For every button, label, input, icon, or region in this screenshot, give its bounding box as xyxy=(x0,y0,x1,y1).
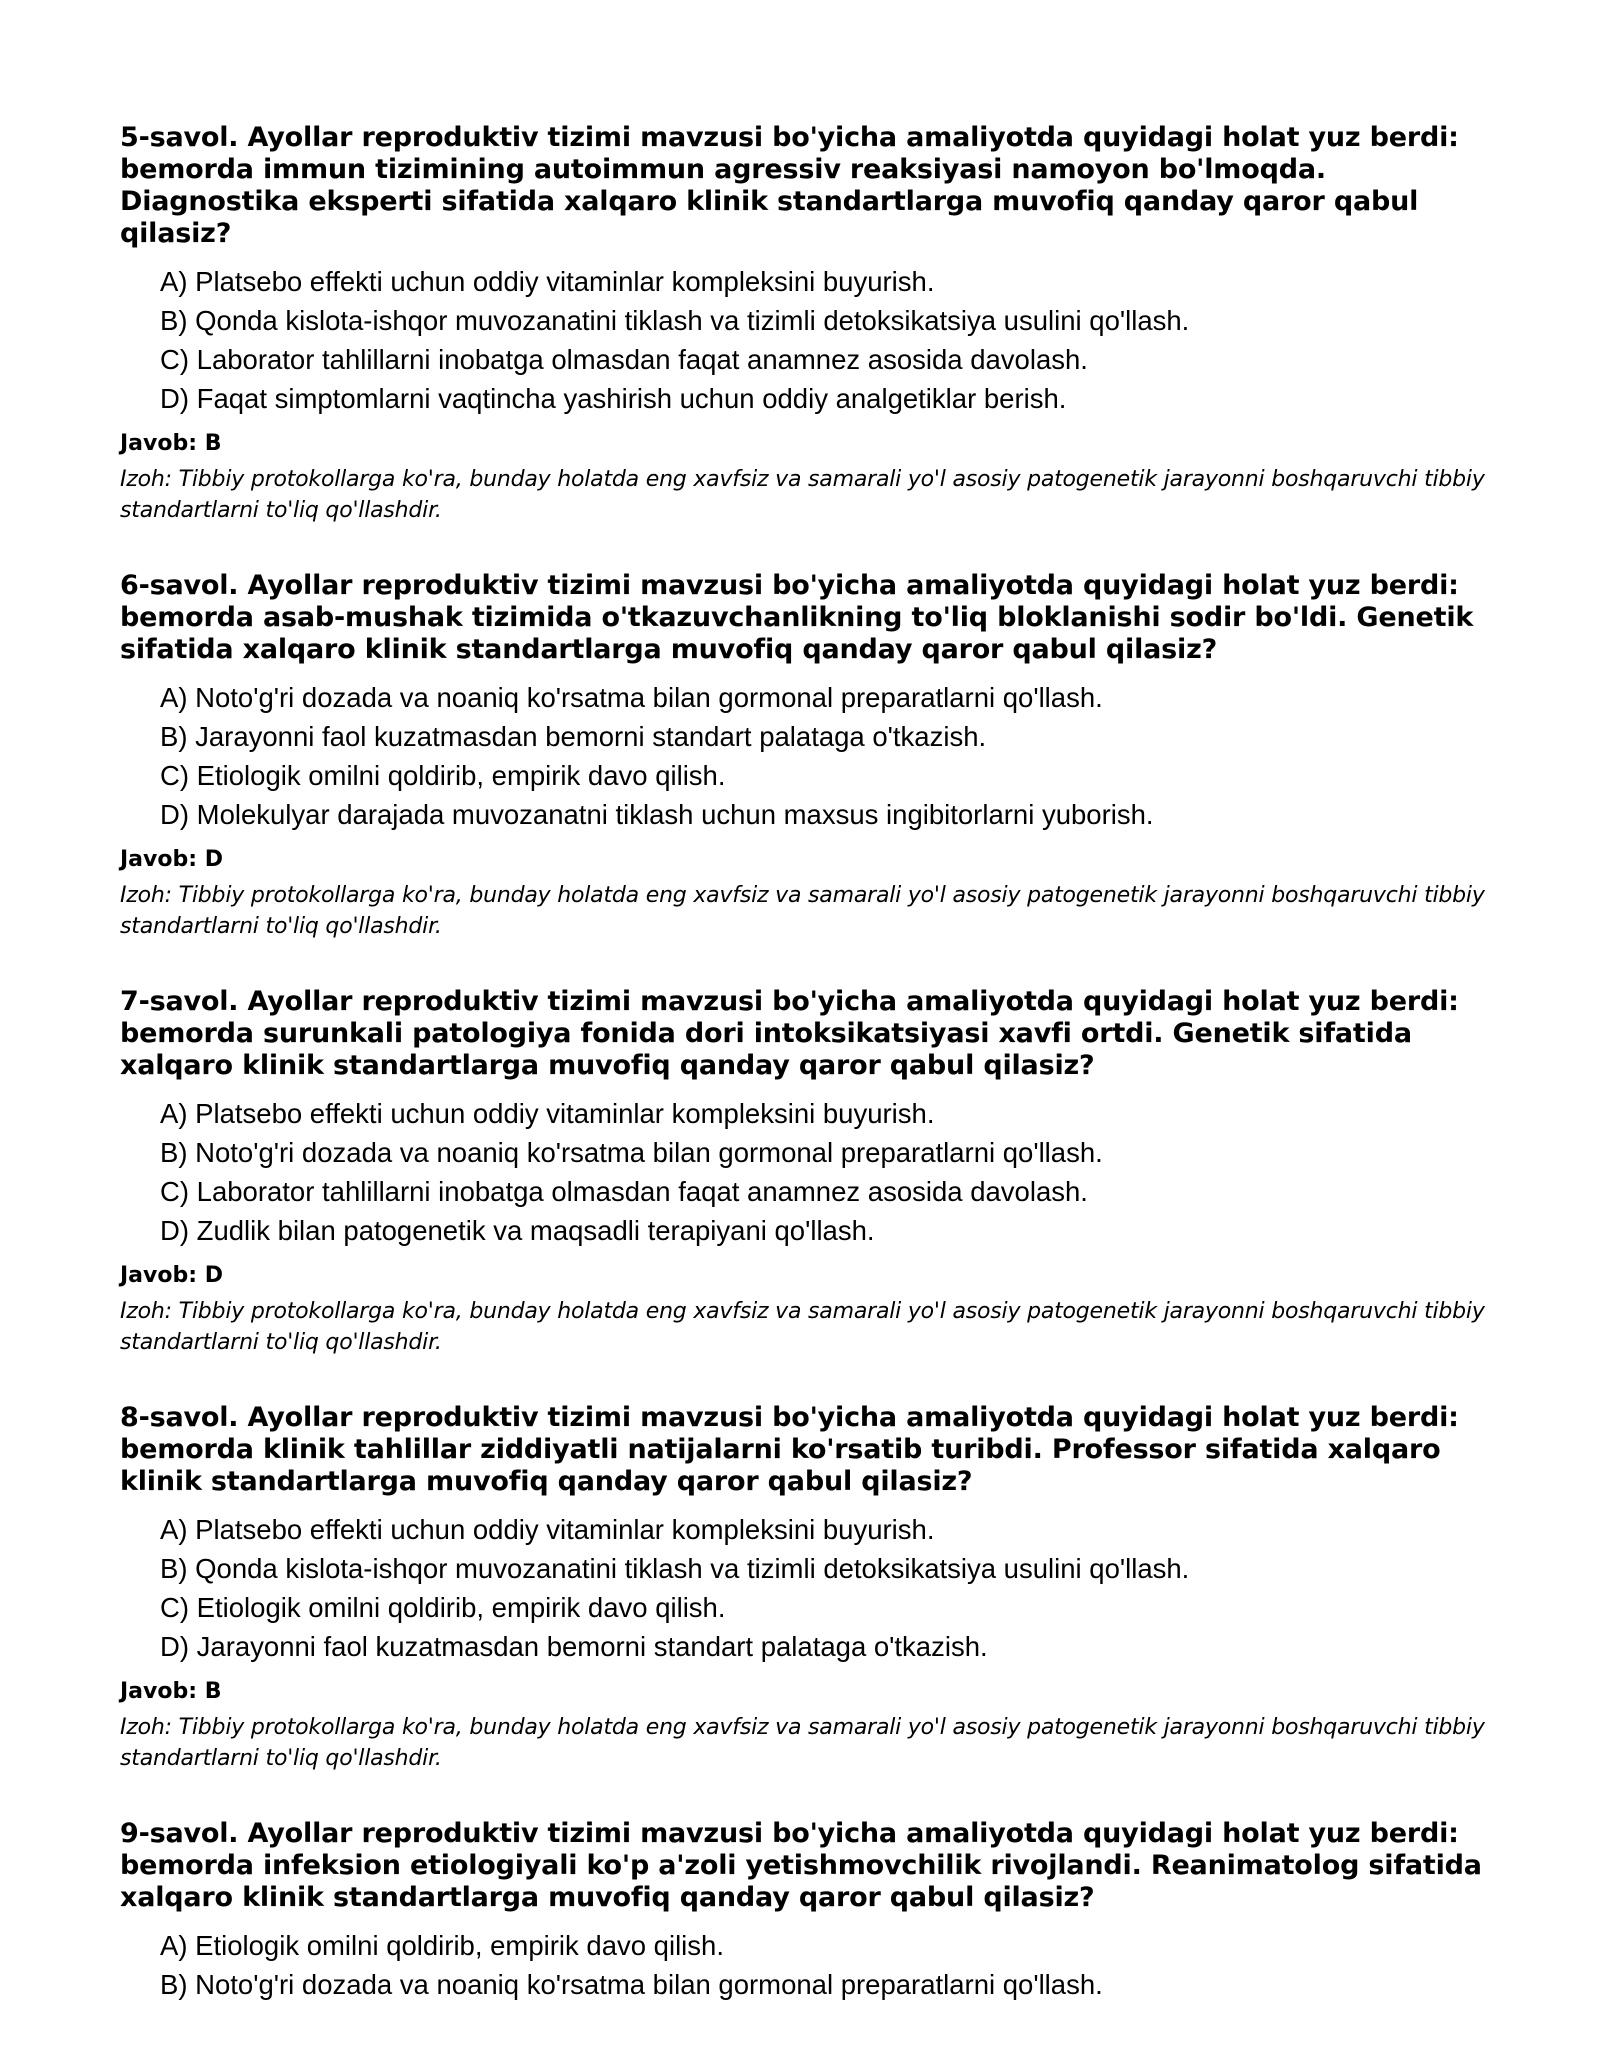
option-a: A) Platsebo effekti uchun oddiy vitaminlar kompleksini buyurish. xyxy=(160,1098,935,1129)
option-list xyxy=(120,1094,1490,1250)
option-b: B) Qonda kislota-ishqor muvozanatini tiklash va tizimli detoksikatsiya usulini qo'llash. xyxy=(160,305,1190,336)
question-8 xyxy=(120,1402,1490,1774)
option-b: B) Noto'g'ri dozada va noaniq ko'rsatma bilan gormonal preparatlarni qo'llash. xyxy=(160,1137,1103,1168)
question-9 xyxy=(120,1818,1490,2004)
option-a: A) Etiologik omilni qoldirib, empirik davo qilish. xyxy=(160,1930,724,1961)
question-5 xyxy=(120,122,1490,526)
option-a: A) Platsebo effekti uchun oddiy vitaminlar kompleksini buyurish. xyxy=(160,266,935,297)
option-list xyxy=(120,1926,1490,2004)
option-c: C) Etiologik omilni qoldirib, empirik davo qilish. xyxy=(160,760,726,791)
question-6 xyxy=(120,570,1490,942)
question-title: 5-savol. Ayollar reproduktiv tizimi mavzusi bo'yicha amaliyotda quyidagi holat yuz berdi: bemorda immun tizimining autoimmun agressiv reaksiyasi namoyon bo'lmoqda. Diagnostika eksperti sifatida xalqaro klinik standartlarga muvofiq qanday qaror qabul qilasiz? xyxy=(120,122,1459,249)
question-title: 9-savol. Ayollar reproduktiv tizimi mavzusi bo'yicha amaliyotda quyidagi holat yuz berdi: bemorda infeksion etiologiyali ko'p a'zoli yetishmovchilik rivojlandi. Reanimatolog sifatida xalqaro klinik standartlarga muvofiq qanday qaror qabul qilasiz? xyxy=(120,1818,1482,1913)
option-b: B) Noto'g'ri dozada va noaniq ko'rsatma bilan gormonal preparatlarni qo'llash. xyxy=(160,1969,1103,2000)
explanation-note: Izoh: Tibbiy protokollarga ko'ra, bunday holatda eng xavfsiz va samarali yo'l asosiy patogenetik jarayonni boshqaruvchi tibbiy standartlarni to'liq qo'llashdir. xyxy=(120,1299,1485,1355)
question-title: 7-savol. Ayollar reproduktiv tizimi mavzusi bo'yicha amaliyotda quyidagi holat yuz berdi: bemorda surunkali patologiya fonida dori intoksikatsiyasi xavfi ortdi. Genetik sifatida xalqaro klinik standartlarga muvofiq qanday qaror qabul qilasiz? xyxy=(120,986,1459,1081)
question-title: 6-savol. Ayollar reproduktiv tizimi mavzusi bo'yicha amaliyotda quyidagi holat yuz berdi: bemorda asab-mushak tizimida o'tkazuvchanlikning to'liq bloklanishi sodir bo'ldi. Genetik sifatida xalqaro klinik standartlarga muvofiq qanday qaror qabul qilasiz? xyxy=(120,570,1474,665)
option-d: D) Faqat simptomlarni vaqtincha yashirish uchun oddiy analgetiklar berish. xyxy=(160,383,1067,414)
question-title: 8-savol. Ayollar reproduktiv tizimi mavzusi bo'yicha amaliyotda quyidagi holat yuz berdi: bemorda klinik tahlillar ziddiyatli natijalarni ko'rsatib turibdi. Professor sifatida xalqaro klinik standartlarga muvofiq qanday qaror qabul qilasiz? xyxy=(120,1402,1459,1497)
option-a: A) Platsebo effekti uchun oddiy vitaminlar kompleksini buyurish. xyxy=(160,1514,935,1545)
question-7 xyxy=(120,986,1490,1358)
option-list xyxy=(120,678,1490,834)
option-a: A) Noto'g'ri dozada va noaniq ko'rsatma bilan gormonal preparatlarni qo'llash. xyxy=(160,682,1103,713)
option-d: D) Zudlik bilan patogenetik va maqsadli terapiyani qo'llash. xyxy=(160,1215,875,1246)
option-d: D) Jarayonni faol kuzatmasdan bemorni standart palataga o'tkazish. xyxy=(160,1631,988,1662)
option-d: D) Molekulyar darajada muvozanatni tiklash uchun maxsus ingibitorlarni yuborish. xyxy=(160,799,1154,830)
option-c: C) Etiologik omilni qoldirib, empirik davo qilish. xyxy=(160,1592,726,1623)
answer-label: Javob: B xyxy=(120,1679,222,1704)
option-list xyxy=(120,1510,1490,1666)
explanation-note: Izoh: Tibbiy protokollarga ko'ra, bunday holatda eng xavfsiz va samarali yo'l asosiy patogenetik jarayonni boshqaruvchi tibbiy standartlarni to'liq qo'llashdir. xyxy=(120,1715,1485,1771)
document-page xyxy=(120,122,1490,2048)
option-list xyxy=(120,262,1490,418)
option-c: C) Laborator tahlillarni inobatga olmasdan faqat anamnez asosida davolash. xyxy=(160,344,1088,375)
option-b: B) Qonda kislota-ishqor muvozanatini tiklash va tizimli detoksikatsiya usulini qo'llash. xyxy=(160,1553,1190,1584)
answer-label: Javob: D xyxy=(120,847,223,872)
answer-label: Javob: D xyxy=(120,1263,223,1288)
option-c: C) Laborator tahlillarni inobatga olmasdan faqat anamnez asosida davolash. xyxy=(160,1176,1088,1207)
explanation-note: Izoh: Tibbiy protokollarga ko'ra, bunday holatda eng xavfsiz va samarali yo'l asosiy patogenetik jarayonni boshqaruvchi tibbiy standartlarni to'liq qo'llashdir. xyxy=(120,883,1485,939)
answer-label: Javob: B xyxy=(120,431,222,456)
explanation-note: Izoh: Tibbiy protokollarga ko'ra, bunday holatda eng xavfsiz va samarali yo'l asosiy patogenetik jarayonni boshqaruvchi tibbiy standartlarni to'liq qo'llashdir. xyxy=(120,467,1485,523)
option-b: B) Jarayonni faol kuzatmasdan bemorni standart palataga o'tkazish. xyxy=(160,721,987,752)
